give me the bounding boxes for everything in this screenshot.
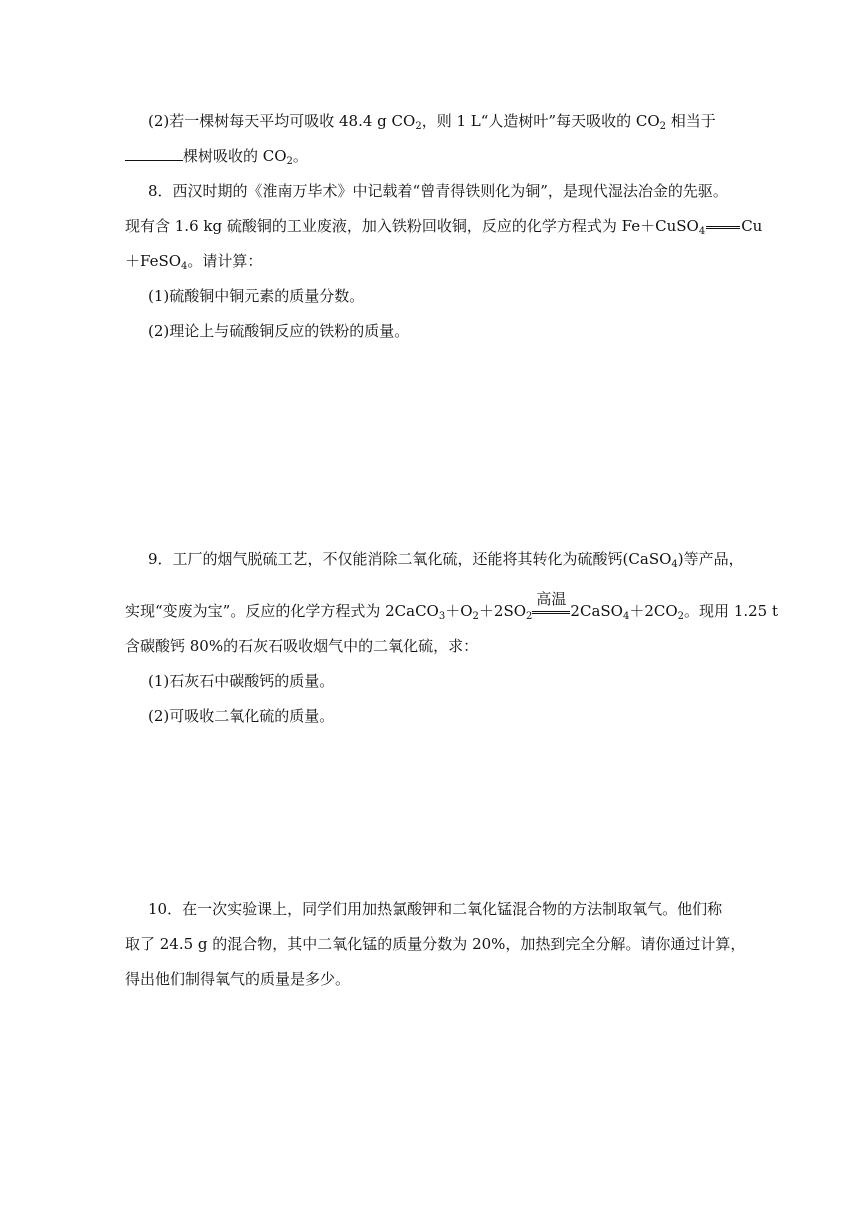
q7-part2-line2 — [125, 146, 308, 166]
equals-sign — [706, 226, 740, 229]
subscript: 2 — [286, 156, 293, 167]
reaction-condition — [532, 589, 570, 614]
q9-text-f: 2CaSO — [570, 602, 623, 620]
q10-line1: 10．在一次实验课上，同学们用加热氯酸钾和二氧化锰混合物的方法制取氧气。他们称 — [148, 900, 723, 918]
q8-text-a: 现有含 1.6 kg 硫酸铜的工业废液，加入铁粉回收铜，反应的化学方程式为 Fe＋CuSO — [125, 217, 699, 235]
q7-text-a: (2)若一棵树每天平均可吸收 48.4 g CO — [148, 112, 416, 130]
q8-text-b: Cu — [741, 217, 763, 235]
q9-text-e: ＋2SO — [478, 602, 527, 620]
q7-text-d: 棵树吸收的 CO — [183, 147, 287, 165]
q7-text-c: 相当于 — [666, 112, 716, 130]
q10-line2: 取了 24.5 g 的混合物，其中二氧化锰的质量分数为 20%，加热到完全分解。请你通过计算， — [125, 935, 746, 953]
answer-blank[interactable] — [125, 146, 183, 161]
q9-text-c: 实现“变废为宝”。反应的化学方程式为 2CaCO — [125, 602, 439, 620]
q8-line2 — [125, 216, 762, 236]
q9-part1: (1)石灰石中碳酸钙的质量。 — [148, 672, 335, 690]
q8-part1: (1)硫酸铜中铜元素的质量分数。 — [148, 287, 365, 305]
q9-line3: 含碳酸钙 80%的石灰石吸收烟气中的二氧化硫，求： — [125, 637, 479, 655]
subscript: 4 — [671, 559, 678, 570]
q9-part2: (2)可吸收二氧化硫的质量。 — [148, 707, 335, 725]
subscript: 2 — [677, 611, 685, 622]
subscript: 2 — [472, 611, 479, 622]
q9-text-a: 9．工厂的烟气脱硫工艺，不仅能消除二氧化硫，还能将其转化为硫酸钙(CaSO — [148, 550, 672, 568]
condition-label: 高温 — [536, 589, 567, 608]
q10-line3: 得出他们制得氧气的质量是多少。 — [125, 970, 351, 988]
q8-text-c: ＋FeSO — [125, 252, 182, 270]
q8-line3 — [125, 251, 262, 271]
subscript: 3 — [438, 611, 446, 622]
q7-part2-line1 — [148, 111, 716, 131]
q9-text-h: 。现用 1.25 t — [684, 602, 779, 620]
q9-text-b: )等产品， — [677, 550, 744, 568]
q9-text-g: ＋2CO — [629, 602, 678, 620]
subscript: 4 — [181, 261, 188, 272]
q8-text-d: 。请计算： — [187, 252, 263, 270]
subscript: 2 — [415, 121, 422, 132]
subscript: 2 — [659, 121, 666, 132]
q9-line2 — [125, 589, 779, 622]
q8-part2: (2)理论上与硫酸铜反应的铁粉的质量。 — [148, 322, 410, 340]
equals-sign — [532, 611, 570, 614]
subscript: 4 — [622, 611, 630, 622]
subscript: 2 — [526, 611, 533, 622]
q7-text-b: ，则 1 L“人造树叶”每天吸收的 CO — [421, 112, 660, 130]
subscript: 4 — [698, 226, 706, 237]
q7-text-end: 。 — [292, 147, 308, 165]
q9-text-d: ＋O — [445, 602, 473, 620]
q8-line1: 8．西汉时期的《淮南万毕术》中记载着“曾青得铁则化为铜”，是现代湿法冶金的先驱。 — [148, 182, 728, 200]
q9-line1 — [148, 549, 744, 569]
